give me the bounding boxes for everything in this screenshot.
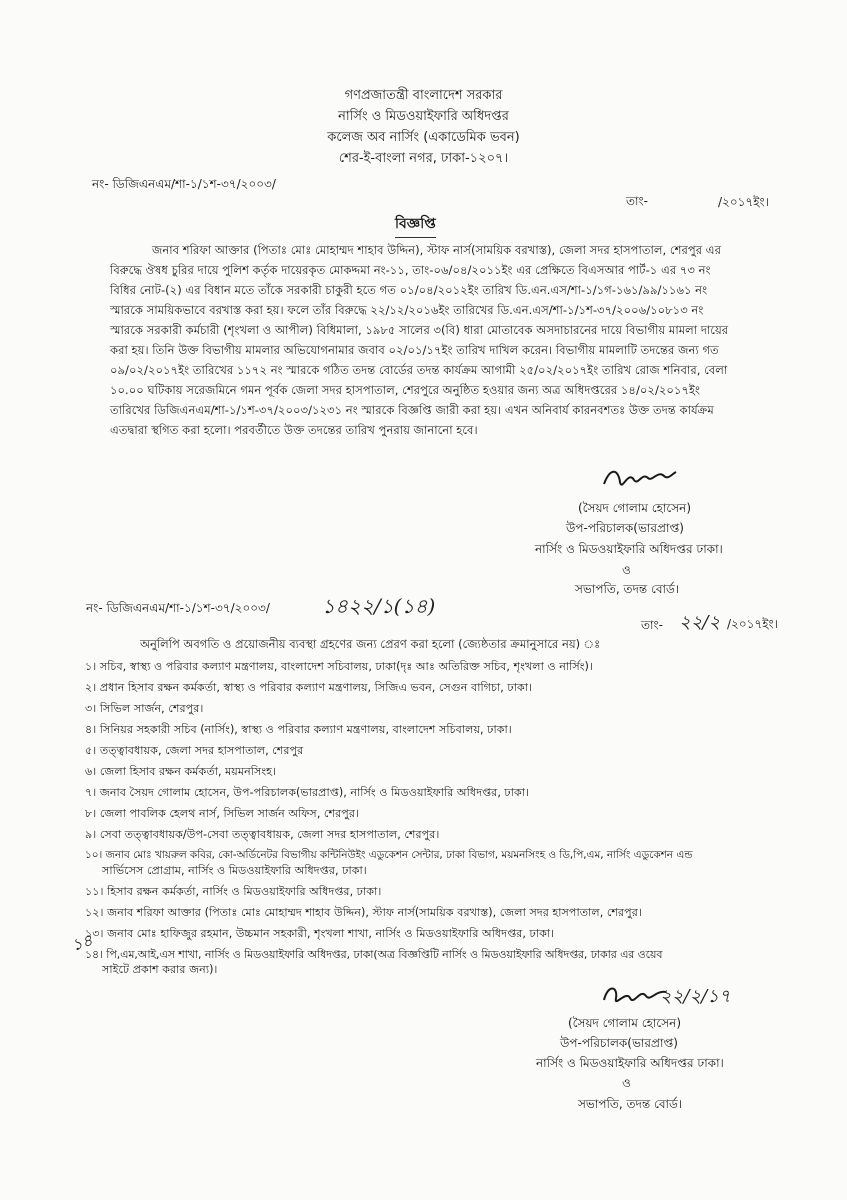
body-line: ১০.০০ ঘটিকায় সরেজমিনে গমন পূর্বক জেলা সদর হাসপাতাল, শেরপুরে অনুষ্ঠিত হওয়ার জন্য অত্র অধিদপ্তরের ১৪/০২/২০১৭ইং	[110, 383, 701, 397]
cc-item: ১৪। পি,এম,আই,এস শাখা, নার্সিং ও মিডওয়াইফারি অধিদপ্তর, ঢাকা(অত্র বিজ্ঞপ্তিটি নার্সিং ও মিডওয়াইফারি অধিদপ্তর, ঢাকার এর ওয়েব	[85, 948, 663, 961]
cc-intro: অনুলিপি অবগতি ও প্রয়োজনীয় ব্যবস্থা গ্রহণের জন্য প্রেরণ করা হলো (জ্যেষ্ঠতার ক্রমানুসারে নয়) ঃ	[140, 637, 601, 651]
cc-item: ৯। সেবা তত্ত্বাবধায়ক/উপ-সেবা তত্ত্বাবধায়ক, জেলা সদর হাসপাতাল, শেরপুর।	[85, 828, 440, 841]
memo-number: নং- ডিজিএনএম/শা-১/১শ-৩৭/২০০৩/	[92, 177, 276, 191]
handwritten-mark: ১৪	[69, 930, 95, 955]
signer2-handwritten-date: ২২/২/১৭	[660, 986, 731, 1007]
header-directorate: নার্সিং ও মিডওয়াইফারি অধিদপ্তর	[338, 109, 509, 124]
body-line: বিরুদ্ধে ঔষধ চুরির দায়ে পুলিশ কর্তৃক দায়েরকৃত মোকদ্দমা নং-১১, তাং-০৬/০৪/২০১১ইং এর প্রেক্ষিতে বিএসআর পার্ট-১ এর ৭৩ নং	[110, 263, 711, 277]
signer1-conj: ও	[622, 563, 631, 577]
cc-item: ১০। জনাব মোঃ খায়রুল কবির, কো-অর্ডিনেটর বিভাগীয় কন্টিনিউইং এডুকেশন সেন্টার, ঢাকা বিভাগ, ময়মনসিংহ ও ডি,পি,এম, নার্সিং এডুকেশন এন্ড	[85, 849, 693, 861]
cc-item: ৩। সিভিল সার্জন, শেরপুর।	[85, 702, 204, 715]
memo2-number: নং- ডিজিএনএম/শা-১/১শ-৩৭/২০০৩/	[86, 601, 270, 615]
signer1-role: সভাপতি, তদন্ত বোর্ড।	[575, 582, 680, 596]
signer2-office: নার্সিং ও মিডওয়াইফারি অধিদপ্তর ঢাকা।	[536, 1056, 724, 1070]
body-line: স্মারকে সরকারী কর্মচারী (শৃংখলা ও আপীল) বিধিমালা, ১৯৮৫ সালের ৩(বি) ধারা মোতাবেক অসদাচারনের দায়ে বিভাগীয় মামলা দায়ের	[110, 323, 729, 337]
signature-scribble-1	[600, 462, 680, 496]
body-line: বিধির নোট-(২) এর বিধান মতে তাঁকে সরকারী চাকুরী হতে গত ০১/০৪/২০১২ইং তারিখ ডি.এন.এস/শা-১/১গ-১৬১/৯৯/১১৬১ নং	[110, 283, 708, 297]
memo2-date-suffix: /২০১৭ইং।	[727, 617, 778, 631]
memo2-handwritten-number: ১৪২২/১(১৪)	[322, 594, 436, 618]
cc-item: ১। সচিব, স্বাস্থ্য ও পরিবার কল্যাণ মন্ত্রণালয়, বাংলাদেশ সচিবালয়, ঢাকা(দৃঃ আঃ অতিরিক্ত সচিব, শৃংখলা ও নার্সিং)।	[85, 660, 593, 673]
signer1-office: নার্সিং ও মিডওয়াইফারি অধিদপ্তর ঢাকা।	[535, 542, 723, 556]
cc-item: ২। প্রধান হিসাব রক্ষন কর্মকর্তা, স্বাস্থ্য ও পরিবার কল্যাণ মন্ত্রণালয়, সিজিএ ভবন, সেগুন বাগিচা, ঢাকা।	[85, 681, 533, 694]
body-line: এতদ্বারা স্থগিত করা হলো। পরবর্তীতে উক্ত তদন্তের তারিখ পুনরায় জানানো হবে।	[110, 423, 478, 437]
cc-item: ৭। জনাব সৈয়দ গোলাম হোসেন, উপ-পরিচালক(ভারপ্রাপ্ত), নার্সিং ও মিডওয়াইফারি অধিদপ্তর, ঢাকা।	[85, 786, 530, 799]
cc-item-continued: সাইটে প্রকাশ করার জন্য)।	[102, 963, 218, 976]
header-govt: গণপ্রজাতন্ত্রী বাংলাদেশ সরকার	[344, 88, 503, 103]
header-address: শের-ই-বাংলা নগর, ঢাকা-১২০৭।	[338, 151, 509, 166]
cc-item: ৪। সিনিয়র সহকারী সচিব (নার্সিং), স্বাস্থ্য ও পরিবার কল্যাণ মন্ত্রণালয়, বাংলাদেশ সচিবালয়, ঢাকা।	[85, 723, 512, 736]
body-line: তারিখের ডিজিএনএম/শা-১/১শ-৩৭/২০০৩/১২৩১ নং স্মারকে বিজ্ঞপ্তি জারী করা হয়। এখন অনিবার্য কারনবশতঃ উক্ত তদন্ত কার্যক্রম	[110, 403, 714, 417]
memo2-date-label: তাং-	[641, 618, 663, 632]
body-line: স্মারকে সাময়িকভাবে বরখাস্ত করা হয়। ফলে তাঁর বিরুদ্ধে ২২/১২/২০১৬ইং তারিখের ডি.এন.এস/শা-১/১শ-৩৭/২০০৬/১০৮১৩ নং	[110, 303, 704, 317]
cc-item: ৫। তত্ত্বাবধায়ক, জেলা সদর হাসপাতাল, শেরপুর	[85, 744, 304, 757]
cc-item: ১২। জনাব শরিফা আক্তার (পিতাঃ মোঃ মোহাম্মদ শাহাব উদ্দিন), স্টাফ নার্স(সাময়িক বরখাস্ত), জেলা সদর হাসপাতাল, শেরপুর।	[85, 906, 642, 919]
cc-item-continued: সার্ভিসেস প্রোগ্রাম, নার্সিং ও মিডওয়াইফারি অধিদপ্তর, ঢাকা।	[102, 864, 367, 877]
cc-item: ১১। হিসাব রক্ষন কর্মকর্তা, নার্সিং ও মিডওয়াইফারি অধিদপ্তর, ঢাকা।	[85, 885, 382, 898]
memo-date-value: /২০১৭ইং।	[718, 195, 769, 209]
signer1-designation: উপ-পরিচালক(ভারপ্রাপ্ত)	[566, 521, 684, 535]
signer1-name: (সৈয়দ গোলাম হোসেন)	[578, 501, 692, 515]
cc-item: ৬। জেলা হিসাব রক্ষন কর্মকর্তা, ময়মনসিংহ।	[85, 765, 277, 778]
cc-item: ৮। জেলা পাবলিক হেলথ নার্স, সিভিল সার্জন অফিস, শেরপুর।	[85, 807, 359, 820]
signer2-designation: উপ-পরিচালক(ভারপ্রাপ্ত)	[560, 1036, 678, 1050]
header-college: কলেজ অব নার্সিং (একাডেমিক ভবন)	[327, 130, 520, 145]
cc-item: ১৩। জনাব মোঃ হাফিজুর রহমান, উচ্চমান সহকারী, শৃংখলা শাখা, নার্সিং ও মিডওয়াইফারি অধিদপ্তর, ঢাকা।	[85, 927, 555, 940]
body-line: জনাব শরিফা আক্তার (পিতাঃ মোঃ মোহাম্মদ শাহাব উদ্দিন), স্টাফ নার্স(সাময়িক বরখাস্ত), জেলা সদর হাসপাতাল, শেরপুর এর	[152, 243, 721, 257]
memo2-handwritten-date: ২২/২	[679, 612, 721, 633]
signer2-role: সভাপতি, তদন্ত বোর্ড।	[578, 1097, 683, 1111]
notice-title: বিজ্ঞপ্তি	[395, 212, 436, 238]
memo-date-label: তাং-	[626, 194, 648, 208]
signer2-conj: ও	[622, 1076, 631, 1090]
body-line: ০৯/০২/২০১৭ইং তারিখের ১১৭২ নং স্মারকে গঠিত তদন্ত বোর্ডের তদন্ত কার্যক্রম আগামী ২৫/০২/২০১৭ইং তারিখ রোজ শনিবার, বেলা	[110, 363, 728, 377]
signer2-name: (সৈয়দ গোলাম হোসেন)	[568, 1016, 682, 1030]
body-line: করা হয়। তিনি উক্ত বিভাগীয় মামলার অভিযোগনামার জবাব ০২/০১/১৭ইং তারিখ দাখিল করেন। বিভাগীয় মামলাটি তদন্তের জন্য গত	[110, 343, 719, 357]
